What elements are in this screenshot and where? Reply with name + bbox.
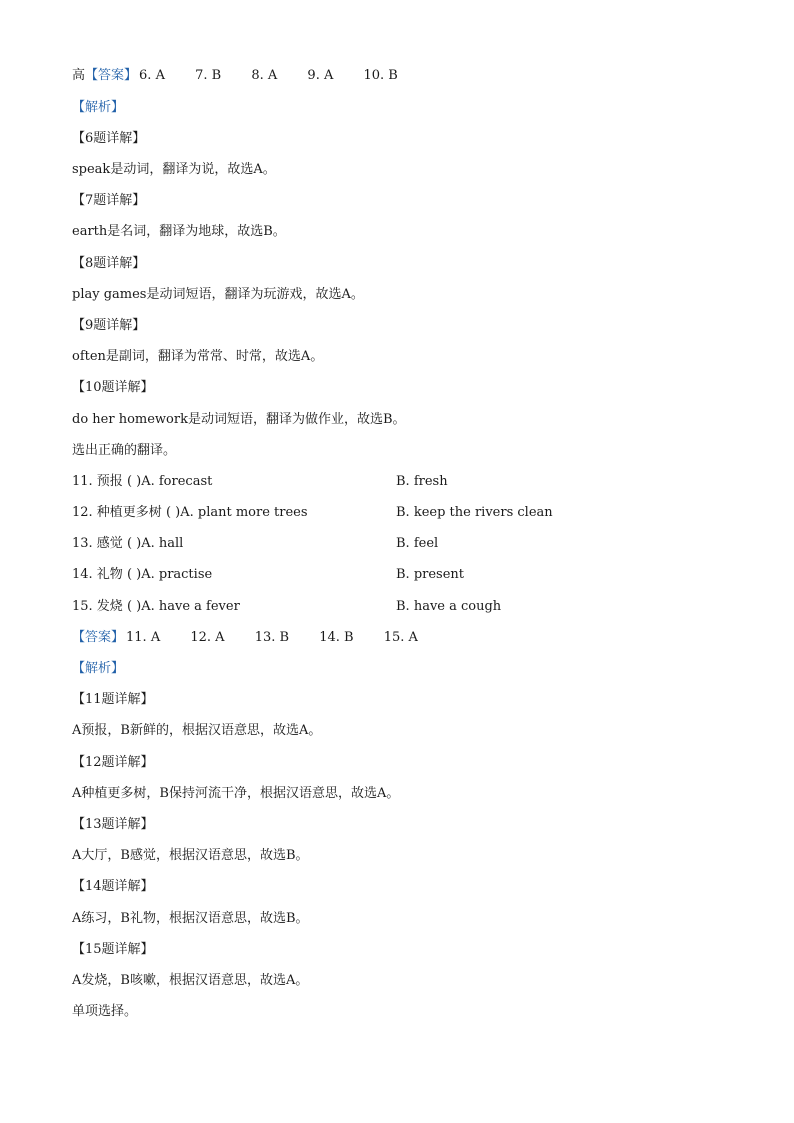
- detail-text: do her homework是动词短语，翻译为做作业，故选B。: [72, 412, 406, 427]
- detail-heading: 【12题详解】: [72, 755, 154, 770]
- question-row: [72, 505, 752, 521]
- answer-item: 7. B: [195, 68, 222, 83]
- detail-text: earth是名词，翻译为地球，故选B。: [72, 224, 286, 239]
- question-row: [72, 599, 752, 615]
- section-instruction: 选出正确的翻译。: [72, 443, 177, 458]
- question-stem: 12. 种植更多树 ( )A. plant more trees: [72, 505, 308, 520]
- answer-line-11-15: [72, 630, 418, 646]
- analysis-label: 【解析】: [72, 100, 125, 115]
- answer-label: 【答案】: [72, 630, 125, 645]
- detail-text: A预报，B新鲜的，根据汉语意思，故选A。: [72, 723, 322, 738]
- question-stem: 11. 预报 ( )A. forecast: [72, 474, 213, 489]
- answer-item: 15. A: [383, 630, 418, 645]
- answer-item: 8. A: [251, 68, 278, 83]
- answer-item: 10. B: [363, 68, 398, 83]
- question-option-b: B. feel: [396, 536, 439, 551]
- answer-label: 【答案】: [85, 68, 138, 83]
- question-stem: 15. 发烧 ( )A. have a fever: [72, 599, 240, 614]
- section-instruction: 单项选择。: [72, 1004, 138, 1019]
- answer-item: 6. A: [139, 68, 165, 83]
- detail-heading: 【13题详解】: [72, 817, 154, 832]
- question-row: [72, 567, 752, 583]
- analysis-label: 【解析】: [72, 661, 125, 676]
- question-row: [72, 536, 752, 552]
- detail-heading: 【14题详解】: [72, 879, 154, 894]
- detail-heading: 【8题详解】: [72, 256, 146, 271]
- question-option-b: B. fresh: [396, 474, 448, 489]
- question-stem: 14. 礼物 ( )A. practise: [72, 567, 213, 582]
- question-option-b: B. present: [396, 567, 465, 582]
- answer-item: 9. A: [307, 68, 334, 83]
- detail-text: often是副词，翻译为常常、时常，故选A。: [72, 349, 324, 364]
- detail-text: A种植更多树，B保持河流干净，根据汉语意思，故选A。: [72, 786, 400, 801]
- detail-text: play games是动词短语，翻译为玩游戏，故选A。: [72, 287, 364, 302]
- answer-line-6-10: [72, 68, 398, 84]
- detail-heading: 【10题详解】: [72, 380, 154, 395]
- detail-heading: 【9题详解】: [72, 318, 146, 333]
- detail-heading: 【7题详解】: [72, 193, 146, 208]
- question-option-b: B. keep the rivers clean: [396, 505, 553, 520]
- question-stem: 13. 感觉 ( )A. hall: [72, 536, 184, 551]
- detail-text: A发烧，B咳嗽，根据汉语意思，故选A。: [72, 973, 309, 988]
- detail-text: A练习，B礼物，根据汉语意思，故选B。: [72, 911, 309, 926]
- answer-prefix: 高: [72, 68, 86, 83]
- answer-item: 13. B: [254, 630, 290, 645]
- detail-heading: 【6题详解】: [72, 131, 146, 146]
- detail-text: A大厅，B感觉，根据汉语意思，故选B。: [72, 848, 309, 863]
- detail-heading: 【11题详解】: [72, 692, 154, 707]
- answer-item: 12. A: [190, 630, 225, 645]
- answer-item: 11. A: [126, 630, 161, 645]
- answer-item: 14. B: [319, 630, 354, 645]
- detail-heading: 【15题详解】: [72, 942, 154, 957]
- question-row: [72, 474, 752, 490]
- question-option-b: B. have a cough: [396, 599, 502, 614]
- detail-text: speak是动词，翻译为说，故选A。: [72, 162, 276, 177]
